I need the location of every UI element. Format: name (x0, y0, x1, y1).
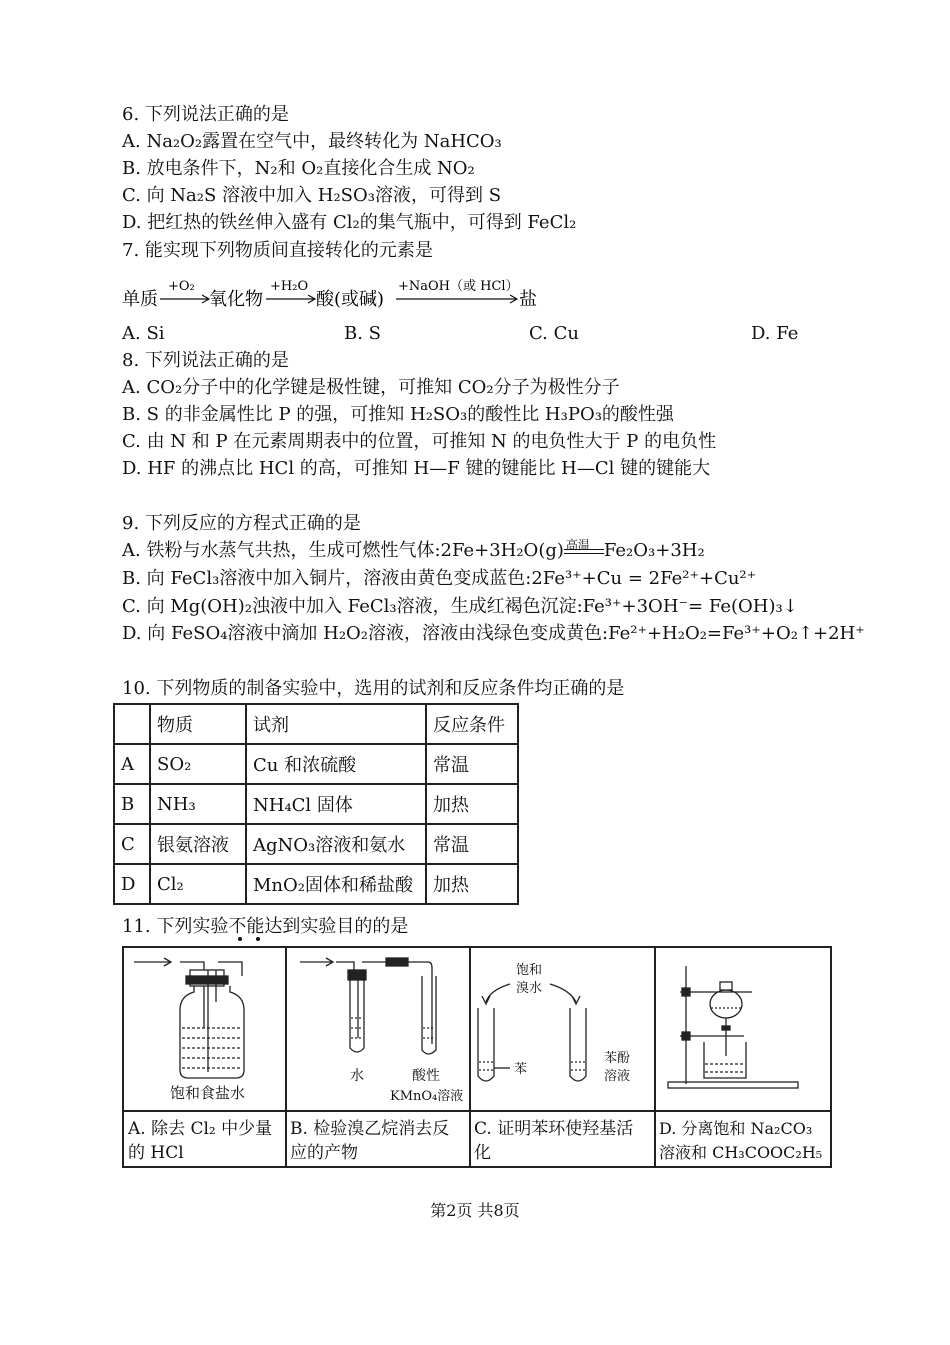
table-cell: D (114, 864, 150, 904)
emphasis-dot (238, 937, 242, 941)
gas-washing-bottle-icon (134, 958, 244, 1078)
page-footer: 第2页 共8页 (430, 1201, 520, 1220)
label-solution: 溶液 (604, 1069, 631, 1084)
table-cell: Cl₂ (150, 864, 246, 904)
q11-stem: 11. 下列实验不能达到实验目的的是 (122, 916, 409, 937)
caption-c-line2: 化 (474, 1143, 491, 1163)
test-tube-benzene-icon (478, 1008, 510, 1081)
q7-chain-s1: 单质 (122, 289, 158, 310)
q9-condition-arrow (564, 538, 604, 564)
q9-option-c: C. 向 Mg(OH)₂浊液中加入 FeCl₃溶液，生成红褐色沉淀:Fe³⁺+3OH⁻= Fe(OH)₃↓ (122, 596, 798, 617)
q7-option-b: B. S (344, 323, 382, 344)
table-cell: 加热 (426, 864, 518, 904)
q6-option-c: C. 向 Na₂S 溶液中加入 H₂SO₃溶液，可得到 S (122, 185, 502, 206)
table-cell: AgNO₃溶液和氨水 (246, 824, 426, 864)
emphasis-dot (256, 937, 260, 941)
table-row (114, 784, 518, 824)
table-header-cell (114, 704, 150, 744)
q6-option-d: D. 把红热的铁丝伸入盛有 Cl₂的集气瓶中，可得到 FeCl₂ (122, 212, 577, 233)
q7-arrow-2-label: +H₂O (270, 279, 309, 294)
q9-option-d: D. 向 FeSO₄溶液中滴加 H₂O₂溶液，溶液由浅绿色变成黄色:Fe²⁺+H₂O₂=Fe³⁺+O₂↑+2H⁺ (122, 623, 865, 644)
caption-c-line1: C. 证明苯环使羟基活 (474, 1119, 634, 1139)
table-row (114, 744, 518, 784)
table-cell: B (114, 784, 150, 824)
q9-option-b: B. 向 FeCl₃溶液中加入铜片，溶液由黄色变成蓝色:2Fe³⁺+Cu = 2Fe²⁺+Cu²⁺ (122, 568, 757, 589)
q8-option-c: C. 由 N 和 P 在元素周期表中的位置，可推知 N 的电负性大于 P 的电负性 (122, 431, 717, 452)
table-cell: 加热 (426, 784, 518, 824)
label-phenol: 苯酚 (604, 1051, 631, 1066)
q11-apparatus-figure (122, 946, 832, 1168)
q10-stem: 10. 下列物质的制备实验中，选用的试剂和反应条件均正确的是 (122, 678, 625, 699)
test-tube-phenol-icon (570, 1008, 586, 1081)
table-cell: MnO₂固体和稀盐酸 (246, 864, 426, 904)
table-cell: NH₄Cl 固体 (246, 784, 426, 824)
caption-b-line2: 应的产物 (290, 1143, 358, 1163)
table-cell: SO₂ (150, 744, 246, 784)
q10-table (113, 703, 519, 905)
table-cell: 银氨溶液 (150, 824, 246, 864)
table-row (114, 864, 518, 904)
q6-option-b: B. 放电条件下，N₂和 O₂直接化合生成 NO₂ (122, 158, 475, 179)
table-cell: 常温 (426, 824, 518, 864)
q6-option-a: A. Na₂O₂露置在空气中，最终转化为 NaHCO₃ (122, 131, 502, 152)
q9-option-a-text: A. 铁粉与水蒸气共热，生成可燃性气体:2Fe+3H₂O(g) (122, 540, 564, 561)
test-tube-setup-icon (300, 958, 436, 1054)
caption-b-line1: B. 检验溴乙烷消去反 (290, 1119, 450, 1139)
q7-chain-s4: 盐 (519, 289, 537, 310)
table-cell: NH₃ (150, 784, 246, 824)
table-header-cell: 反应条件 (426, 704, 518, 744)
caption-a-line2: 的 HCl (128, 1143, 184, 1163)
q9-stem: 9. 下列反应的方程式正确的是 (122, 513, 361, 534)
label-benzene: 苯 (514, 1062, 528, 1077)
table-cell: A (114, 744, 150, 784)
table-cell: 常温 (426, 744, 518, 784)
caption-d-line1: D. 分离饱和 Na₂CO₃ (659, 1119, 813, 1138)
table-row (114, 824, 518, 864)
q7-arrow-1-label: +O₂ (168, 279, 195, 294)
table-header-cell: 物质 (150, 704, 246, 744)
table-cell: Cu 和浓硫酸 (246, 744, 426, 784)
q7-chain-s3: 酸(或碱) (316, 289, 385, 310)
label-kmno4: KMnO₄溶液 (390, 1089, 464, 1104)
q7-chain-s2: 氧化物 (209, 289, 263, 310)
table-header-cell: 试剂 (246, 704, 426, 744)
q9-option-a-product: Fe₂O₃+3H₂ (603, 540, 705, 561)
table-header-row (114, 704, 518, 744)
caption-d-line2: 溶液和 CH₃COOC₂H₅ (659, 1143, 823, 1162)
q7-conversion-chain (118, 272, 558, 312)
q7-option-d: D. Fe (751, 323, 799, 344)
q9-option-a (122, 538, 705, 564)
q8-option-d: D. HF 的沸点比 HCl 的高，可推知 H—F 键的键能比 H—Cl 键的键能大 (122, 458, 711, 479)
q7-arrow-3-label: +NaOH（或 HCl） (398, 279, 519, 294)
label-bromine-water: 溴水 (516, 981, 543, 996)
q8-stem: 8. 下列说法正确的是 (122, 350, 289, 371)
separatory-funnel-icon (668, 966, 798, 1088)
q7-stem: 7. 能实现下列物质间直接转化的元素是 (122, 240, 433, 261)
label-acidic: 酸性 (412, 1068, 440, 1084)
q9-condition-label: 高温 (565, 538, 590, 552)
label-saturated: 饱和 (516, 963, 543, 978)
q8-option-a: A. CO₂分子中的化学键是极性键，可推知 CO₂分子为极性分子 (122, 377, 620, 398)
table-cell: C (114, 824, 150, 864)
q8-option-b: B. S 的非金属性比 P 的强，可推知 H₂SO₃的酸性比 H₃PO₃的酸性强 (122, 404, 674, 425)
caption-a-line1: A. 除去 Cl₂ 中少量 (128, 1119, 273, 1139)
q7-option-c: C. Cu (529, 323, 579, 344)
q7-option-a: A. Si (122, 323, 165, 344)
label-water: 水 (350, 1068, 364, 1084)
q6-stem: 6. 下列说法正确的是 (122, 104, 289, 125)
label-saturated-brine: 饱和食盐水 (170, 1084, 246, 1102)
